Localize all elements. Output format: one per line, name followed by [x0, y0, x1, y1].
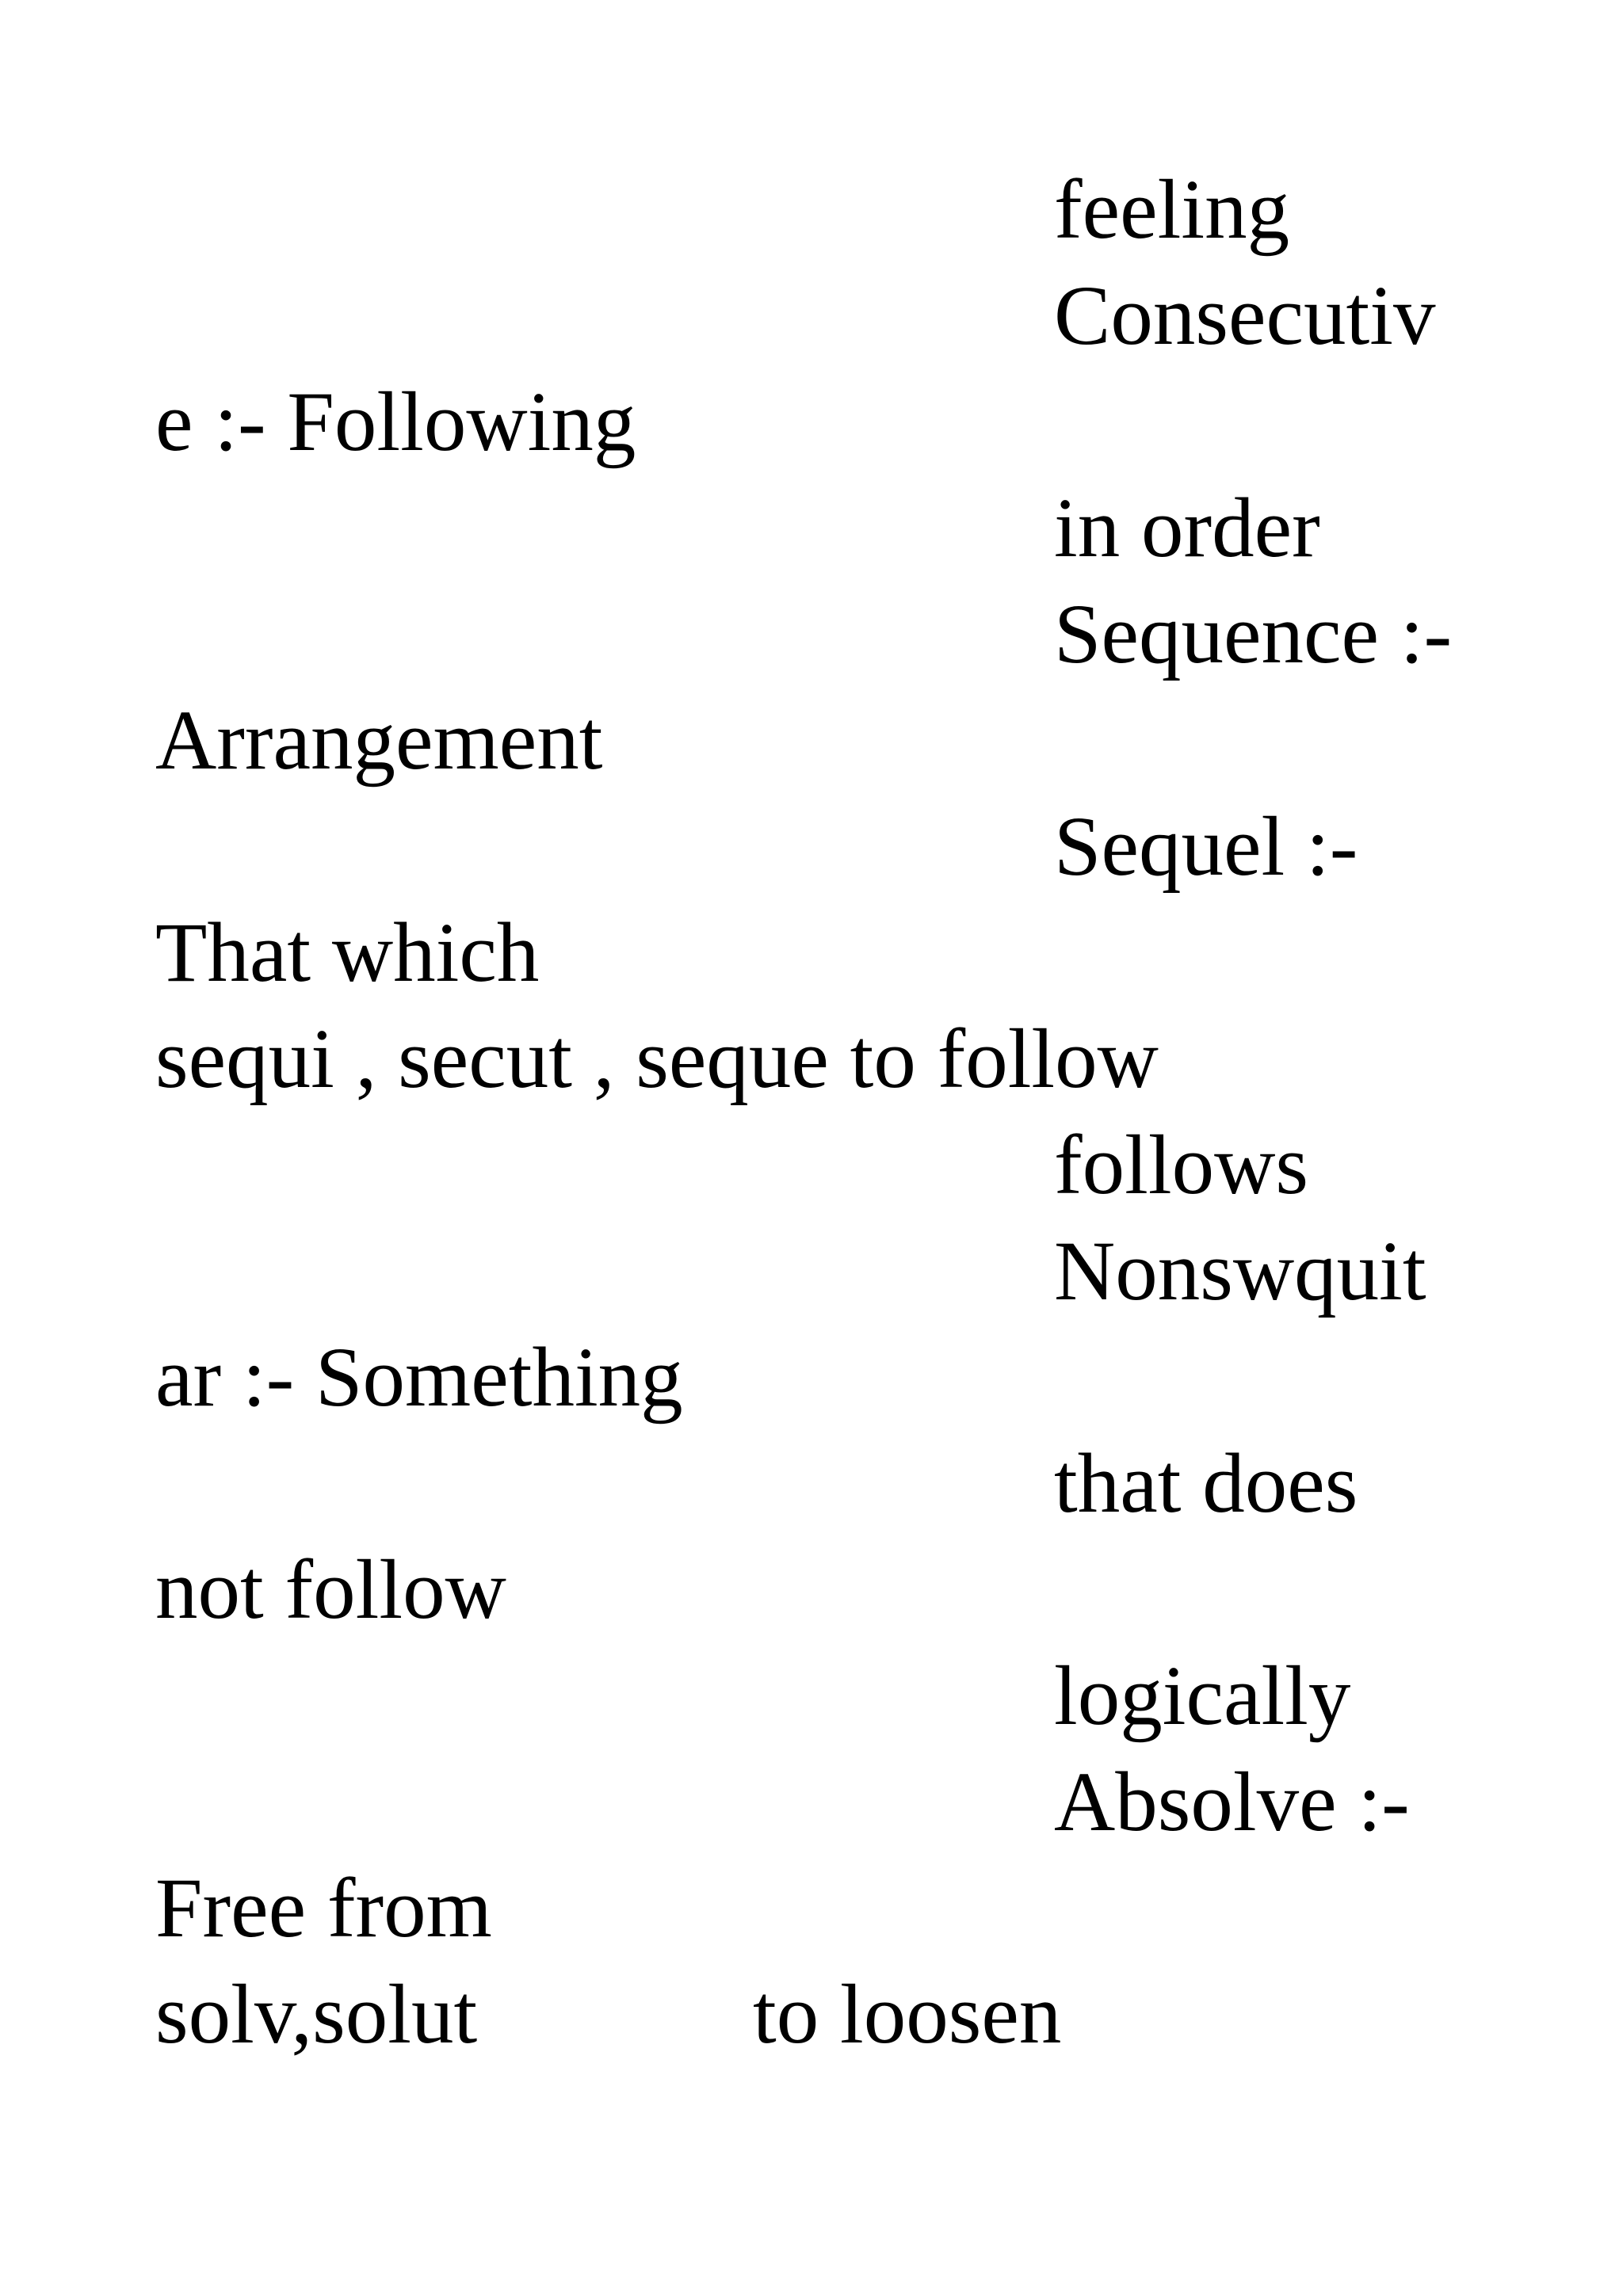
text-line: Sequel :- [1054, 800, 1358, 894]
text-line: follows [1054, 1119, 1308, 1212]
text-line: ar :- Something [155, 1331, 683, 1425]
text-line: sequi , secut , seque to follow [155, 1013, 1159, 1106]
text-line: e :- Following [155, 376, 636, 469]
text-line: Consecutiv [1054, 269, 1436, 363]
text-line: Sequence :- [1054, 588, 1453, 681]
text-line: in order [1054, 482, 1320, 575]
text-line: Nonswquit [1054, 1225, 1426, 1318]
text-line: Arrangement [155, 694, 603, 788]
text-line: That which [155, 906, 540, 1000]
text-line: solv,solut [155, 1968, 478, 2061]
text-line: that does [1054, 1437, 1358, 1531]
text-line: feeling [1054, 163, 1290, 257]
text-line: logically [1054, 1650, 1351, 1743]
text-line: Free from [155, 1862, 492, 1955]
text-line: not follow [155, 1543, 506, 1637]
text-line: Absolve :- [1054, 1756, 1410, 1849]
text-line: to loosen [753, 1968, 1062, 2061]
